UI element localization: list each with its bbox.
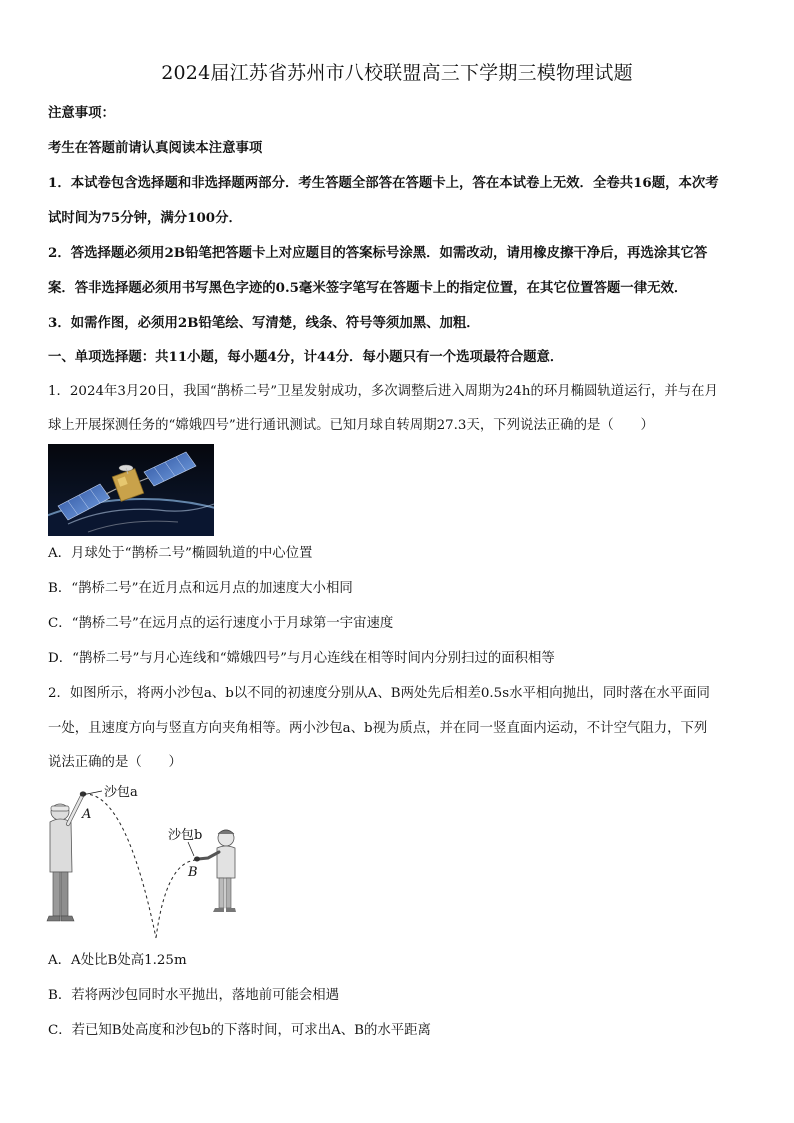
label-bag-b: 沙包b <box>168 828 203 843</box>
left-person <box>47 796 82 921</box>
question-2-stem-line-2: 一处，且速度方向与竖直方向夹角相等。两小沙包a、b视为质点，并在同一竖直面内运动，不计空气阻力，下列 <box>48 721 708 736</box>
label-bag-a: 沙包a <box>104 785 138 800</box>
question-1-option-b: B．“鹊桥二号”在近月点和远月点的加速度大小相同 <box>48 581 353 596</box>
question-1-stem-line-1: 1．2024年3月20日，我国“鹊桥二号”卫星发射成功，多次调整后进入周期为24h的环月椭圆轨道运行，并与在月 <box>48 384 718 399</box>
question-2-option-a: A．A处比B处高1.25m <box>48 953 187 968</box>
question-1-option-c: C．“鹊桥二号”在远月点的运行速度小于月球第一宇宙速度 <box>48 616 394 631</box>
satellite-illustration <box>48 444 214 536</box>
question-2-stem-line-1: 2．如图所示，将两小沙包a、b以不同的初速度分别从A、B两处先后相差0.5s水平相向抛出，同时落在水平面同 <box>48 686 710 701</box>
notice-item-2-line-1: 2．答选择题必须用2B铅笔把答题卡上对应题目的答案标号涂黑．如需改动，请用橡皮擦干净后，再选涂其它答 <box>48 245 708 261</box>
notice-item-2-line-2: 案．答非选择题必须用书写黑色字迹的0.5毫米签字笔写在答题卡上的指定位置，在其它位置答题一律无效． <box>48 280 688 296</box>
satellite-figure <box>48 444 214 536</box>
question-2-option-b: B．若将两沙包同时水平抛出，落地前可能会相遇 <box>48 988 340 1003</box>
question-1-option-a: A．月球处于“鹊桥二号”椭圆轨道的中心位置 <box>48 546 313 561</box>
notice-item-3: 3．如需作图，必须用2B铅笔绘、写清楚，线条、符号等须加黑、加粗． <box>48 315 480 331</box>
sandbag-figure <box>44 782 244 944</box>
question-1-stem-line-2: 球上开展探测任务的“嫦娥四号”进行通讯测试。已知月球自转周期27.3天，下列说法正确的是（ ） <box>48 418 654 433</box>
question-1-option-d: D．“鹊桥二号”与月心连线和“嫦娥四号”与月心连线在相等时间内分别扫过的面积相等 <box>48 651 555 666</box>
notice-item-1-line-2: 试时间为75分钟，满分100分． <box>48 210 242 226</box>
notice-item-1-line-1: 1．本试卷包含选择题和非选择题两部分．考生答题全部答在答题卡上，答在本试卷上无效．全卷共16题，本次考 <box>48 175 719 191</box>
section-1-heading: 一、单项选择题：共11小题，每小题4分，计44分．每小题只有一个选项最符合题意． <box>48 349 564 365</box>
question-2-stem-line-3: 说法正确的是（ ） <box>48 755 182 770</box>
notice-heading: 注意事项： <box>48 105 115 121</box>
label-point-a: A <box>82 807 92 822</box>
notice-intro: 考生在答题前请认真阅读本注意事项 <box>48 140 263 156</box>
label-point-b: B <box>188 865 198 880</box>
page-title: 2024届江苏省苏州市八校联盟高三下学期三模物理试题 <box>161 62 633 84</box>
question-2-option-c: C．若已知B处高度和沙包b的下落时间，可求出A、B的水平距离 <box>48 1023 431 1038</box>
sandbag-illustration <box>44 782 244 944</box>
right-person <box>198 830 236 912</box>
